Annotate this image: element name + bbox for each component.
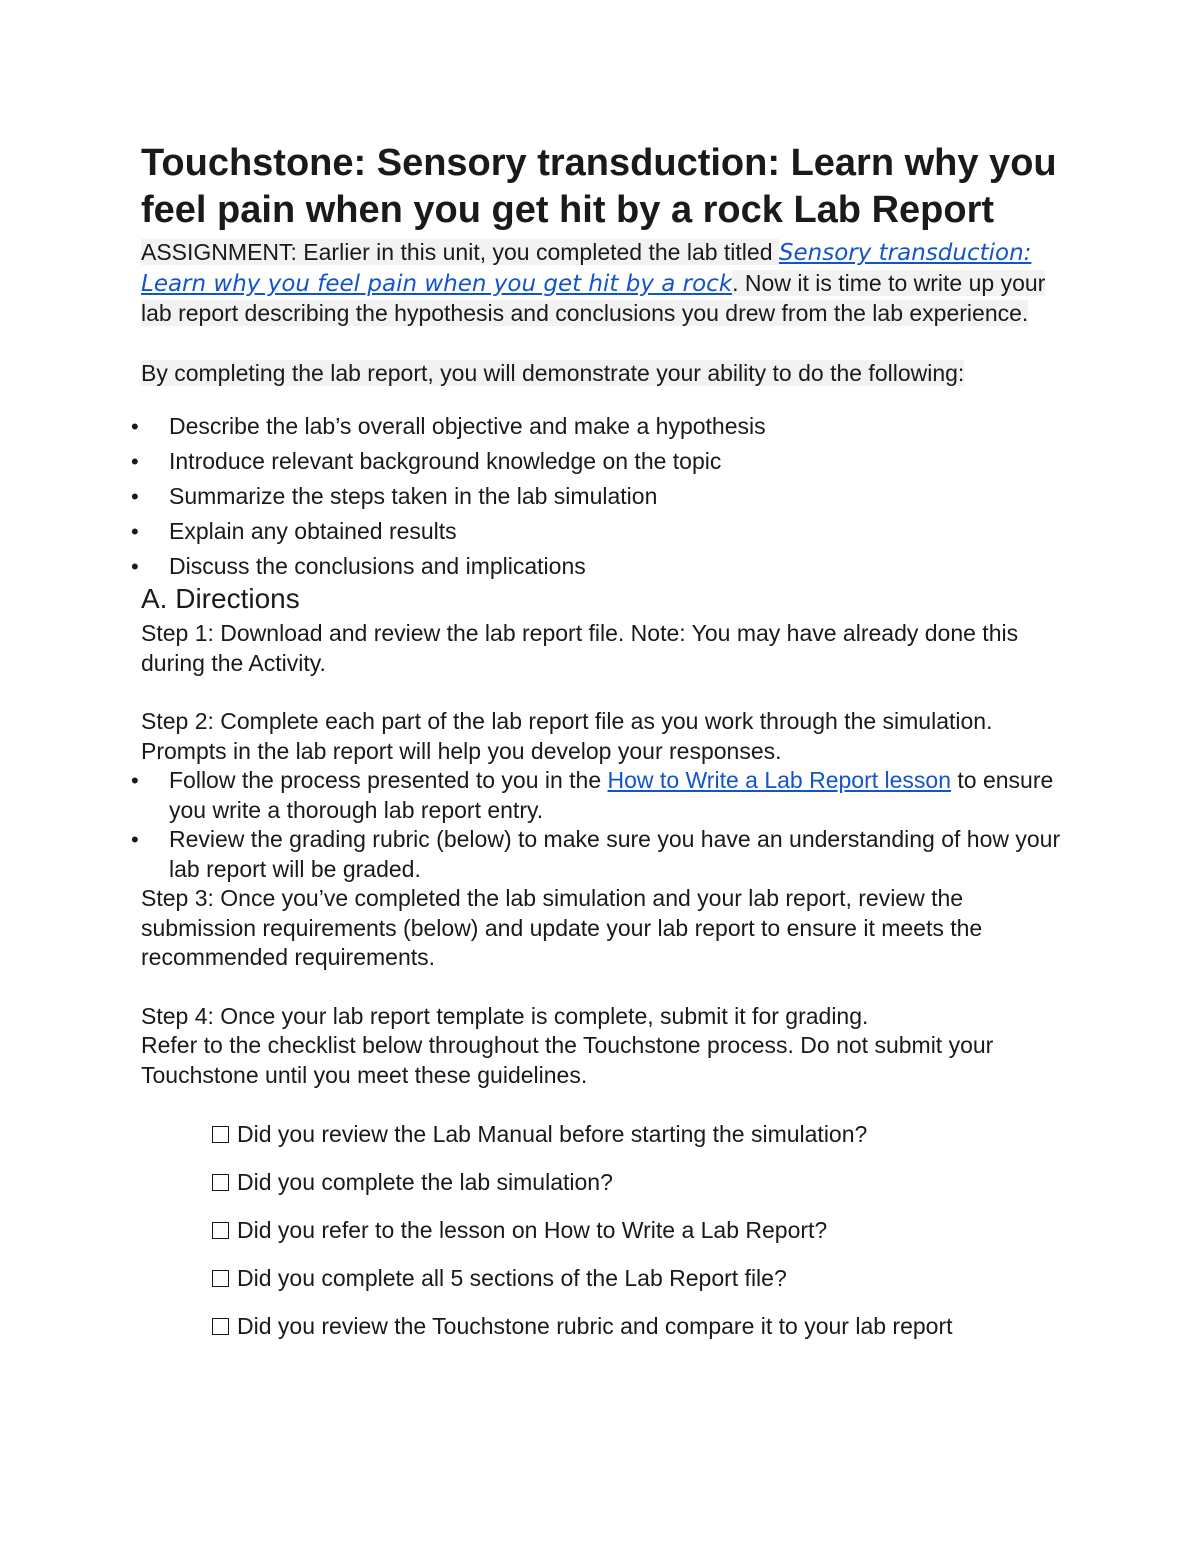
list-item: • Summarize the steps taken in the lab simulation bbox=[141, 479, 1076, 514]
list-item bbox=[141, 766, 1076, 825]
intro-text: By completing the lab report, you will demonstrate your ability to do the following: bbox=[141, 359, 965, 386]
checklist-item bbox=[212, 1216, 1076, 1246]
document-title: Touchstone: Sensory transduction: Learn why you feel pain when you get hit by a rock Lab Report bbox=[141, 142, 1057, 231]
assignment-suffix: . Now it is time to write up your lab report describing the hypothesis and conclusions you drew from the lab experience. bbox=[141, 269, 1046, 326]
document-content bbox=[141, 140, 1076, 1360]
checklist-intro: Refer to the checklist below throughout the Touchstone process. Do not submit your Touchstone until you meet these guidelines. bbox=[141, 1032, 994, 1088]
objectives-list bbox=[141, 409, 1076, 584]
checklist-item-label: Did you complete all 5 sections of the Lab Report file? bbox=[237, 1265, 787, 1291]
directions-heading: A. Directions bbox=[141, 583, 300, 614]
checklist-item-label: Did you refer to the lesson on How to Write a Lab Report? bbox=[237, 1217, 828, 1243]
list-item: • Explain any obtained results bbox=[141, 514, 1076, 549]
assignment-paragraph bbox=[141, 238, 1076, 329]
step-1: Step 1: Download and review the lab report file. Note: You may have already done this during the Activity. bbox=[141, 620, 1019, 676]
checkbox-icon[interactable] bbox=[212, 1222, 229, 1239]
checkbox-icon[interactable] bbox=[212, 1318, 229, 1335]
step-3: Step 3: Once you’ve completed the lab simulation and your lab report, review the submission requirements (below) and update your lab report to ensure it meets the recommended requirements. bbox=[141, 885, 983, 970]
checklist-item bbox=[212, 1120, 1076, 1150]
lab-title-link[interactable]: Sensory transduction: Learn why you feel pain when you get hit by a rock bbox=[141, 240, 1032, 297]
list-item: • Introduce relevant background knowledge on the topic bbox=[141, 444, 1076, 479]
how-to-write-lab-report-link[interactable]: How to Write a Lab Report lesson bbox=[607, 767, 951, 793]
checklist-item-label: Did you complete the lab simulation? bbox=[237, 1169, 613, 1195]
list-item: • Discuss the conclusions and implications bbox=[141, 549, 1076, 584]
step-2: Step 2: Complete each part of the lab report file as you work through the simulation. Prompts in the lab report will help you develop your responses. bbox=[141, 708, 993, 764]
checklist-item bbox=[212, 1168, 1076, 1198]
checklist-item-label: Did you review the Lab Manual before starting the simulation? bbox=[237, 1121, 868, 1147]
bullet-text-prefix: Follow the process presented to you in the bbox=[169, 767, 608, 793]
checklist-item-label: Did you review the Touchstone rubric and compare it to your lab report bbox=[237, 1313, 953, 1339]
checklist-item bbox=[212, 1312, 1076, 1342]
checkbox-icon[interactable] bbox=[212, 1270, 229, 1287]
list-item: • Describe the lab’s overall objective and make a hypothesis bbox=[141, 409, 1076, 444]
checkbox-icon[interactable] bbox=[212, 1126, 229, 1143]
list-item: • Review the grading rubric (below) to make sure you have an understanding of how your lab report will be graded. bbox=[141, 825, 1076, 884]
step-4: Step 4: Once your lab report template is complete, submit it for grading. bbox=[141, 1002, 869, 1029]
step-2-bullets bbox=[141, 766, 1076, 884]
checklist bbox=[141, 1120, 1076, 1342]
bullet-text-suffix: to ensure you write a thorough lab report entry. bbox=[169, 767, 1054, 823]
intro-paragraph bbox=[141, 359, 1076, 389]
checkbox-icon[interactable] bbox=[212, 1174, 229, 1191]
checklist-item bbox=[212, 1264, 1076, 1294]
assignment-prefix: ASSIGNMENT: Earlier in this unit, you completed the lab titled bbox=[141, 239, 779, 265]
